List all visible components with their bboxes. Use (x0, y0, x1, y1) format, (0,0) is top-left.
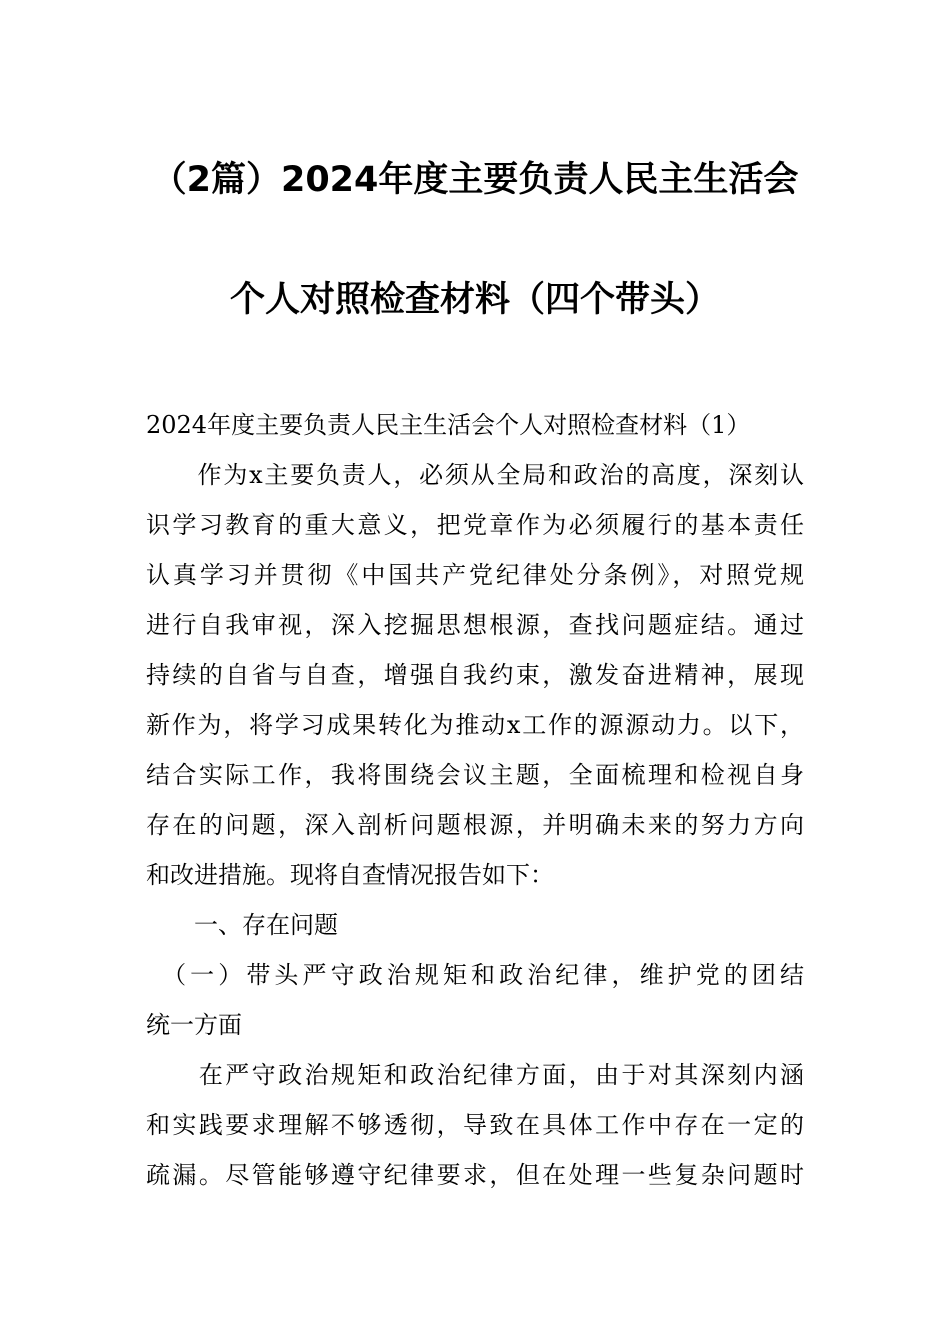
subtitle: 2024年度主要负责人民主生活会个人对照检查材料（1） (146, 411, 751, 439)
text-line: 作为x主要负责人，必须从全局和政治的高度，深刻认 (146, 461, 804, 489)
paragraph-intro (146, 450, 804, 900)
subsection-heading (146, 950, 804, 1050)
text-line: 认真学习并贯彻《中国共产党纪律处分条例》，对照党规 (146, 561, 804, 589)
text-line: 存在的问题，深入剖析问题根源，并明确未来的努力方向 (146, 811, 804, 839)
text-line: 结合实际工作，我将围绕会议主题，全面梳理和检视自身 (146, 761, 804, 789)
text-line: 在严守政治规矩和政治纪律方面，由于对其深刻内涵 (146, 1061, 804, 1089)
text-line: 统一方面 (146, 1011, 242, 1039)
text-line: 识学习教育的重大意义，把党章作为必须履行的基本责任 (146, 511, 804, 539)
text-line: （一）带头严守政治规矩和政治纪律，维护党的团结 (146, 961, 804, 989)
text-line: 持续的自省与自查，增强自我约束，激发奋进精神，展现 (146, 661, 804, 689)
text-line: 疏漏。尽管能够遵守纪律要求，但在处理一些复杂问题时 (146, 1161, 804, 1189)
text-line: 新作为，将学习成果转化为推动x工作的源源动力。以下， (146, 711, 804, 739)
paragraph-section (146, 1050, 804, 1200)
document-body (146, 400, 804, 1200)
text-line: 进行自我审视，深入挖掘思想根源，查找问题症结。通过 (146, 611, 804, 639)
text-line: 和改进措施。现将自查情况报告如下： (146, 861, 554, 889)
text-line: 和实践要求理解不够透彻，导致在具体工作中存在一定的 (146, 1111, 804, 1139)
section-heading: 一、存在问题 (146, 911, 338, 939)
document-title-line-2: 个人对照检查材料（四个带头） (229, 280, 720, 320)
document-title-line-1: （2篇）2024年度主要负责人民主生活会 (151, 160, 799, 200)
